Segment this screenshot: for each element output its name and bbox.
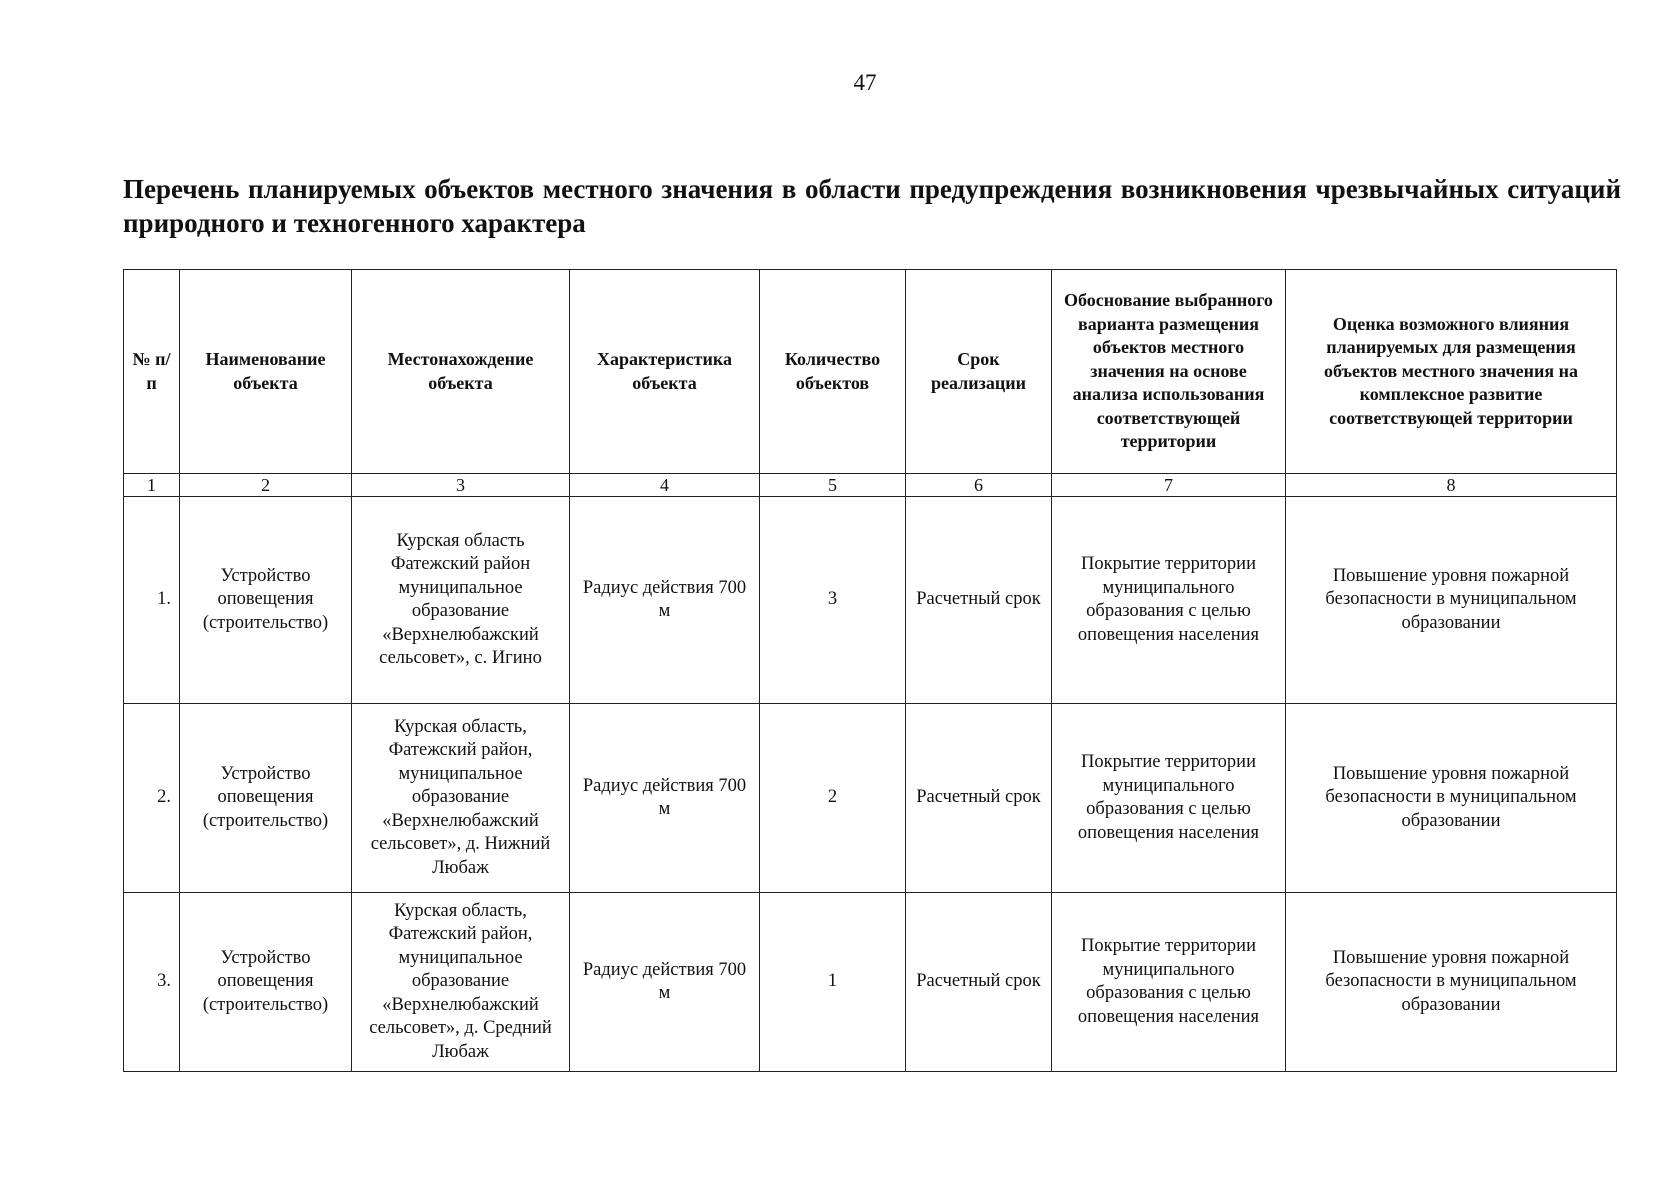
object-name: Устройство оповещения (строительство) <box>180 893 352 1072</box>
column-number: 1 <box>124 474 180 497</box>
impact-assessment: Повышение уровня пожарной безопасности в муниципальном образовании <box>1286 704 1617 893</box>
page-number: 47 <box>853 70 877 95</box>
header-cell: Обоснование выбранного варианта размещения объектов местного значения на основе анализа использования соответствующей территории <box>1052 270 1286 474</box>
object-quantity: 3 <box>760 497 906 704</box>
header-cell: Срок реализации <box>906 270 1052 474</box>
planned-objects-table <box>123 269 1617 1072</box>
header-cell: Количество объектов <box>760 270 906 474</box>
table-header-row <box>124 270 1617 474</box>
object-characteristic: Радиус действия 700 м <box>570 893 760 1072</box>
object-characteristic: Радиус действия 700 м <box>570 704 760 893</box>
implementation-term: Расчетный срок <box>906 497 1052 704</box>
header-cell: Наименование объекта <box>180 270 352 474</box>
column-number: 2 <box>180 474 352 497</box>
table-row <box>124 497 1617 704</box>
header-cell: № п/п <box>124 270 180 474</box>
row-number: 2. <box>124 704 180 893</box>
implementation-term: Расчетный срок <box>906 893 1052 1072</box>
document-title: Перечень планируемых объектов местного значения в области предупреждения возникновения чрезвычайных ситуаций природного и техногенного характера <box>123 174 1621 238</box>
object-name: Устройство оповещения (строительство) <box>180 497 352 704</box>
placement-justification: Покрытие территории муниципального образования с целью оповещения населения <box>1052 893 1286 1072</box>
header-cell: Местонахождение объекта <box>352 270 570 474</box>
object-location: Курская область, Фатежский район, муниципальное образование «Верхнелюбажский сельсовет», д. Средний Любаж <box>352 893 570 1072</box>
column-number-row <box>124 474 1617 497</box>
column-number: 5 <box>760 474 906 497</box>
table-row <box>124 704 1617 893</box>
table-row <box>124 893 1617 1072</box>
object-quantity: 2 <box>760 704 906 893</box>
row-number: 1. <box>124 497 180 704</box>
placement-justification: Покрытие территории муниципального образования с целью оповещения населения <box>1052 704 1286 893</box>
placement-justification: Покрытие территории муниципального образования с целью оповещения населения <box>1052 497 1286 704</box>
object-name: Устройство оповещения (строительство) <box>180 704 352 893</box>
column-number: 7 <box>1052 474 1286 497</box>
header-cell: Характеристика объекта <box>570 270 760 474</box>
object-characteristic: Радиус действия 700 м <box>570 497 760 704</box>
column-number: 8 <box>1286 474 1617 497</box>
column-number: 4 <box>570 474 760 497</box>
implementation-term: Расчетный срок <box>906 704 1052 893</box>
column-number: 6 <box>906 474 1052 497</box>
header-cell: Оценка возможного влияния планируемых для размещения объектов местного значения на комплексное развитие соответствующей территории <box>1286 270 1617 474</box>
impact-assessment: Повышение уровня пожарной безопасности в муниципальном образовании <box>1286 497 1617 704</box>
column-number: 3 <box>352 474 570 497</box>
object-quantity: 1 <box>760 893 906 1072</box>
row-number: 3. <box>124 893 180 1072</box>
object-location: Курская область, Фатежский район, муниципальное образование «Верхнелюбажский сельсовет», д. Нижний Любаж <box>352 704 570 893</box>
object-location: Курская область Фатежский район муниципальное образование «Верхнелюбажский сельсовет», с. Игино <box>352 497 570 704</box>
impact-assessment: Повышение уровня пожарной безопасности в муниципальном образовании <box>1286 893 1617 1072</box>
